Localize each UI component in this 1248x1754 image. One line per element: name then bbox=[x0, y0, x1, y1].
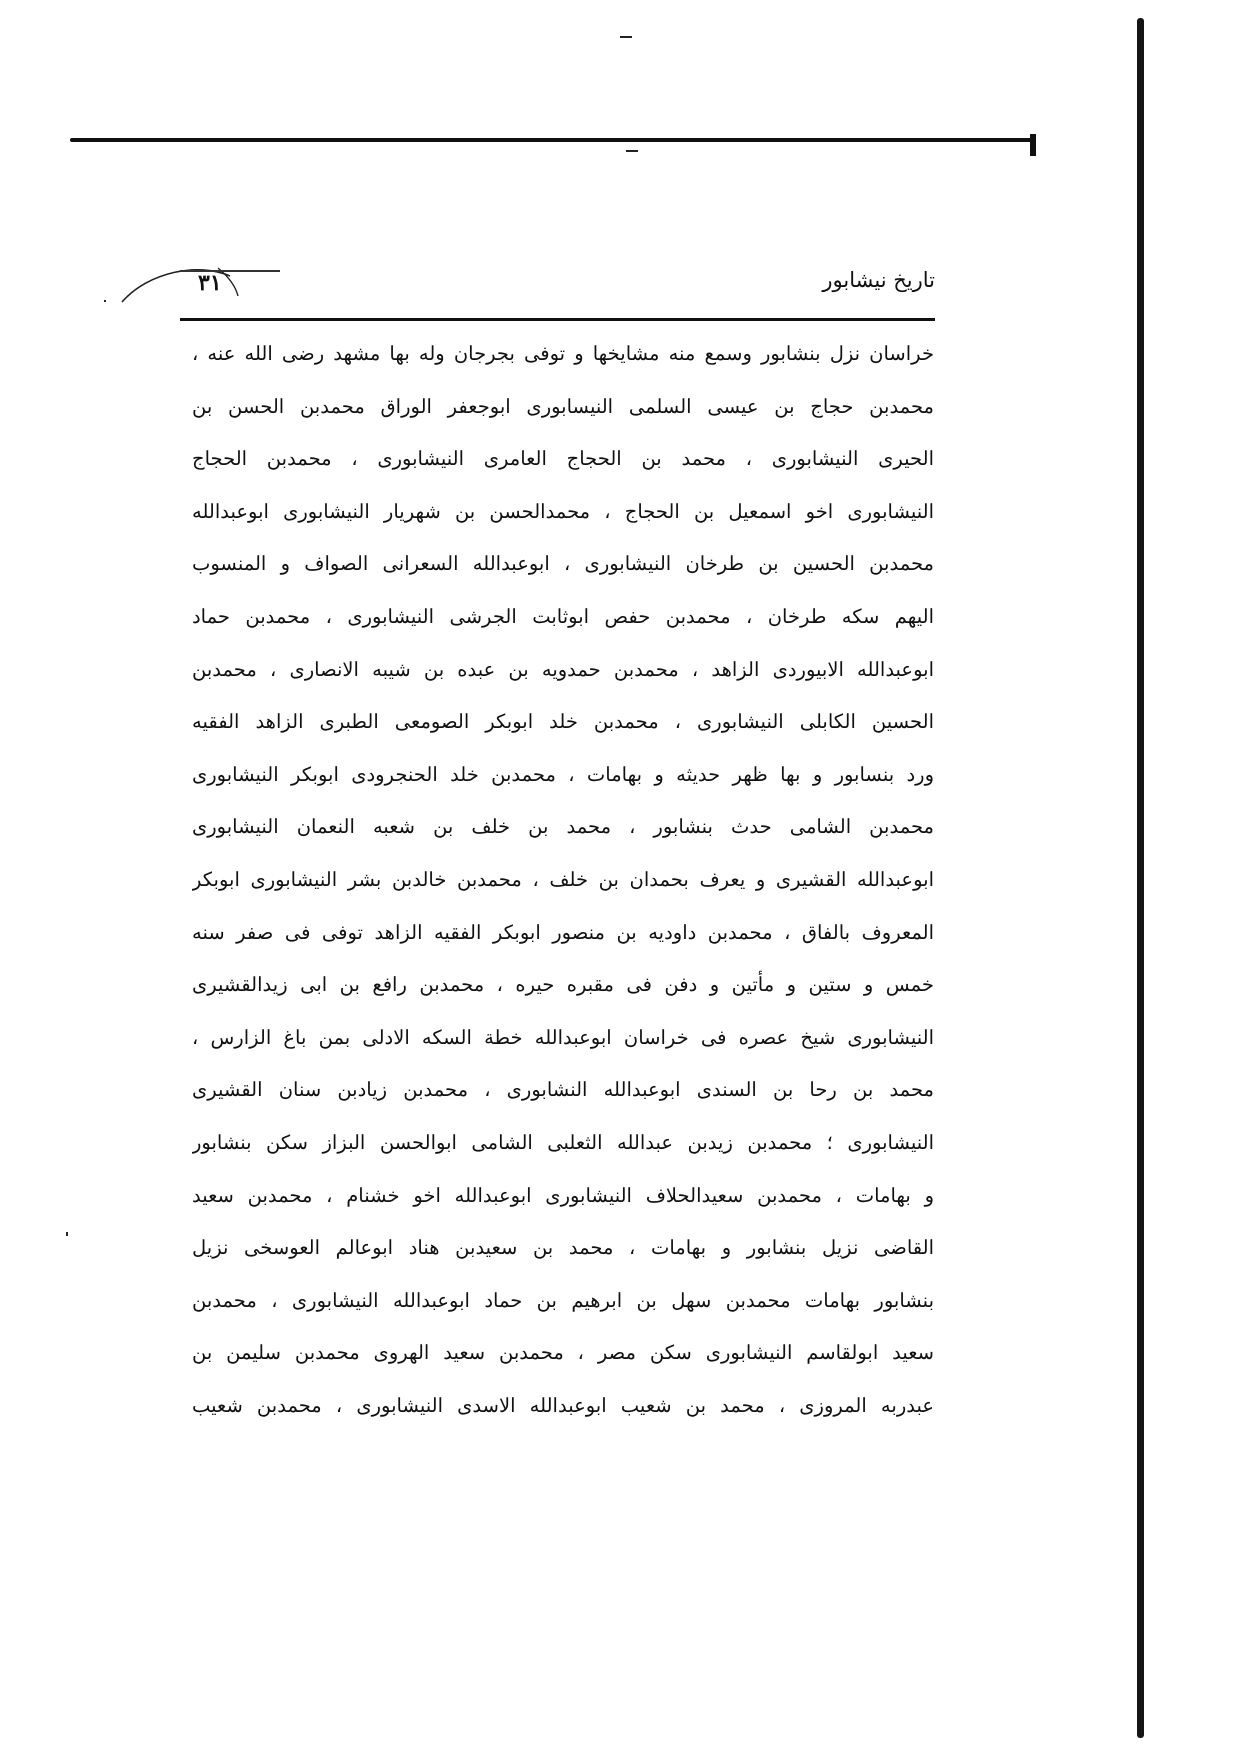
text-line: بنشابور بهامات محمدبن سهل بن ابرهیم بن حماد ابوعبدالله النیشابوری ، محمدبن bbox=[192, 1288, 934, 1312]
scan-speck bbox=[626, 150, 638, 152]
scan-speck bbox=[66, 1232, 68, 1236]
text-line: محمد بن رحا بن السندی ابوعبدالله النشابوری ، محمدبن زیادبن سنان القشیری bbox=[192, 1078, 934, 1102]
header-rule bbox=[180, 318, 935, 321]
running-title: تاریخ نیشابور bbox=[822, 268, 935, 292]
page-header bbox=[180, 268, 935, 308]
scan-right-edge bbox=[1137, 18, 1144, 1738]
text-line: المعروف بالفاق ، محمدبن داودیه بن منصور ابوبکر الفقیه الزاهد توفی فی صفر سنه bbox=[192, 920, 934, 944]
text-line: ابوعبدالله الابیوردی الزاهد ، محمدبن حمدویه بن عبده بن شیبه الانصاری ، محمدبن bbox=[192, 657, 934, 681]
text-line: القاضی نزیل بنشابور و بهامات ، محمد بن سعیدبن هناد ابوعالم العوسخی نزیل bbox=[192, 1236, 934, 1260]
top-rule bbox=[70, 138, 1035, 142]
text-line: ابوعبدالله القشیری و یعرف بحمدان بن خلف ، محمدبن خالدبن بشر النیشابوری ابوبکر bbox=[192, 867, 934, 891]
text-line: و بهامات ، محمدبن سعیدالحلاف النیشابوری ابوعبدالله اخو خشنام ، محمدبن سعید bbox=[192, 1183, 934, 1207]
scan-speck bbox=[104, 300, 106, 302]
text-line: النیشابوری ؛ محمدبن زیدبن عبدالله الثعلبی الشامی ابوالحسن البزاز سکن بنشابور bbox=[192, 1130, 934, 1154]
text-line: محمدبن الحسین بن طرخان النیشابوری ، ابوعبدالله السعرانی الصواف و المنسوب bbox=[192, 552, 934, 576]
text-line: عبدربه المروزی ، محمد بن شعیب ابوعبدالله الاسدی النیشابوری ، محمدبن شعیب bbox=[192, 1393, 934, 1417]
text-line: الحسین الکابلی النیشابوری ، محمدبن خلد ابوبکر الصومعی الطبری الزاهد الفقیه bbox=[192, 710, 934, 734]
text-line: محمدبن الشامی حدث بنشابور ، محمد بن خلف بن شعبه النعمان النیشابوری bbox=[192, 815, 934, 839]
text-line: محمدبن حجاج بن عیسی السلمی النیسابوری ابوجعفر الوراق محمدبن الحسن بن bbox=[192, 394, 934, 418]
text-line: الحیری النیشابوری ، محمد بن الحجاج العامری النیشابوری ، محمدبن الحجاج bbox=[192, 447, 934, 471]
body-text bbox=[192, 328, 934, 1432]
text-line: سعید ابولقاسم النیشابوری سکن مصر ، محمدبن سعید الهروی محمدبن سلیمن بن bbox=[192, 1341, 934, 1365]
text-line: النیشابوری شیخ عصره فی خراسان ابوعبدالله خطة السکه الادلی بمن باغ الزارس ، bbox=[192, 1025, 934, 1049]
text-line: ورد بنسابور و بها ظهر حدیثه و بهامات ، محمدبن خلد الحنجرودی ابوبکر النیشابوری bbox=[192, 762, 934, 786]
text-line: النیشابوری اخو اسمعیل بن الحجاج ، محمدالحسن بن شهریار النیشابوری ابوعبدالله bbox=[192, 499, 934, 523]
text-line: خراسان نزل بنشابور وسمع منه مشایخها و توفی بجرجان وله بها مشهد رضی الله عنه ، bbox=[192, 342, 934, 365]
page-number: ۳۱ bbox=[198, 270, 222, 296]
top-rule-hook bbox=[1030, 134, 1036, 156]
text-line: خمس و ستین و مأتین و دفن فی مقبره حیره ، محمدبن رافع بن ابی زیدالقشیری bbox=[192, 973, 934, 997]
text-line: الیهم سکه طرخان ، محمدبن حفص ابوثابت الجرشی النیشابوری ، محمدبن حماد bbox=[192, 604, 934, 628]
scan-speck bbox=[620, 36, 632, 38]
